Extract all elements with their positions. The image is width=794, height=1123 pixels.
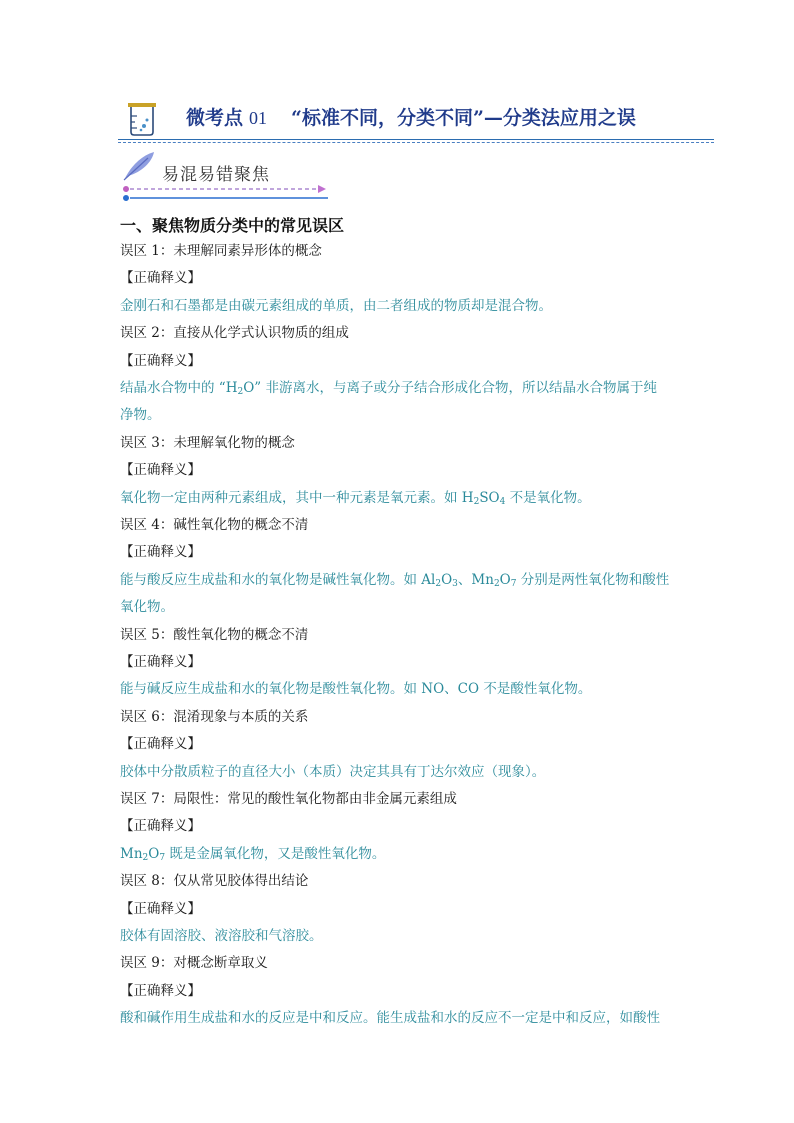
explanation-label: 【正确释义】 bbox=[120, 982, 201, 999]
beaker-icon bbox=[122, 98, 162, 138]
explanation-label: 【正确释义】 bbox=[120, 462, 201, 479]
misconception-title: 误区 8：仅从常见胶体得出结论 bbox=[120, 873, 309, 890]
explanation-text: 酸和碱作用生成盐和水的反应是中和反应。能生成盐和水的反应不一定是中和反应，如酸性 bbox=[120, 1010, 660, 1027]
explanation-text: 能与酸反应生成盐和水的氧化物是碱性氧化物。如 $Al_2O_3$、$Mn_2O_7$ 分别是两性氧化物和酸性 bbox=[120, 571, 670, 589]
misconception-title: 误区 7：局限性：常见的酸性氧化物都由非金属元素组成 bbox=[120, 791, 457, 807]
explanation-text: 氧化物一定由两种元素组成，其中一种元素是氧元素。如 $H_2SO_4$ 不是氧化物。 bbox=[120, 489, 591, 507]
explanation-label: 【正确释义】 bbox=[120, 900, 201, 917]
misconception-title: 误区 5：酸性氧化物的概念不清 bbox=[120, 626, 309, 643]
misconception-title: 误区 6：混淆现象与本质的关系 bbox=[120, 708, 309, 725]
section-heading: 一、聚焦物质分类中的常见误区 bbox=[120, 216, 345, 235]
explanation-label: 【正确释义】 bbox=[120, 736, 201, 753]
explanation-text: 能与碱反应生成盐和水的氧化物是酸性氧化物。如 NO、CO 不是酸性氧化物。 bbox=[120, 681, 592, 698]
header-rule bbox=[118, 139, 714, 140]
explanation-text: 胶体中分散质粒子的直径大小（本质）决定其具有丁达尔效应（现象）。 bbox=[120, 763, 546, 780]
misconception-title: 误区 9：对概念断章取义 bbox=[120, 955, 268, 972]
misconception-title: 误区 1：未理解同素异形体的概念 bbox=[120, 243, 322, 259]
explanation-label: 【正确释义】 bbox=[120, 654, 201, 670]
explanation-text: $Mn_2O_7$ 既是金属氧化物，又是酸性氧化物。 bbox=[120, 845, 386, 863]
explanation-label: 【正确释义】 bbox=[120, 544, 201, 561]
banner-label: 易混易错聚焦 bbox=[162, 165, 270, 185]
misconception-title: 误区 3：未理解氧化物的概念 bbox=[120, 434, 295, 451]
title-text: “标准不同，分类不同”—分类法应用之误 bbox=[291, 107, 636, 129]
explanation-label: 【正确释义】 bbox=[120, 818, 201, 835]
explanation-text: 胶体有固溶胶、液溶胶和气溶胶。 bbox=[120, 928, 323, 944]
explanation-text: 净物。 bbox=[120, 407, 161, 424]
title-prefix: 微考点 bbox=[186, 107, 244, 129]
explanation-text: 金刚石和石墨都是由碳元素组成的单质，由二者组成的物质却是混合物。 bbox=[120, 297, 552, 314]
misconception-title: 误区 4：碱性氧化物的概念不清 bbox=[120, 517, 309, 533]
misconception-title: 误区 2：直接从化学式认识物质的组成 bbox=[120, 325, 349, 342]
explanation-text: 氧化物。 bbox=[120, 599, 174, 616]
banner-divider bbox=[122, 184, 332, 202]
header-rule-dashed bbox=[118, 142, 714, 143]
title-number: 01 bbox=[249, 108, 268, 128]
page-title bbox=[186, 103, 636, 130]
explanation-label: 【正确释义】 bbox=[120, 270, 201, 287]
feather-icon bbox=[118, 150, 158, 182]
explanation-text: 结晶水合物中的 “$H_2O$” 非游离水，与离子或分子结合形成化合物，所以结晶水合物属于纯 bbox=[120, 380, 657, 397]
explanation-label: 【正确释义】 bbox=[120, 352, 201, 369]
